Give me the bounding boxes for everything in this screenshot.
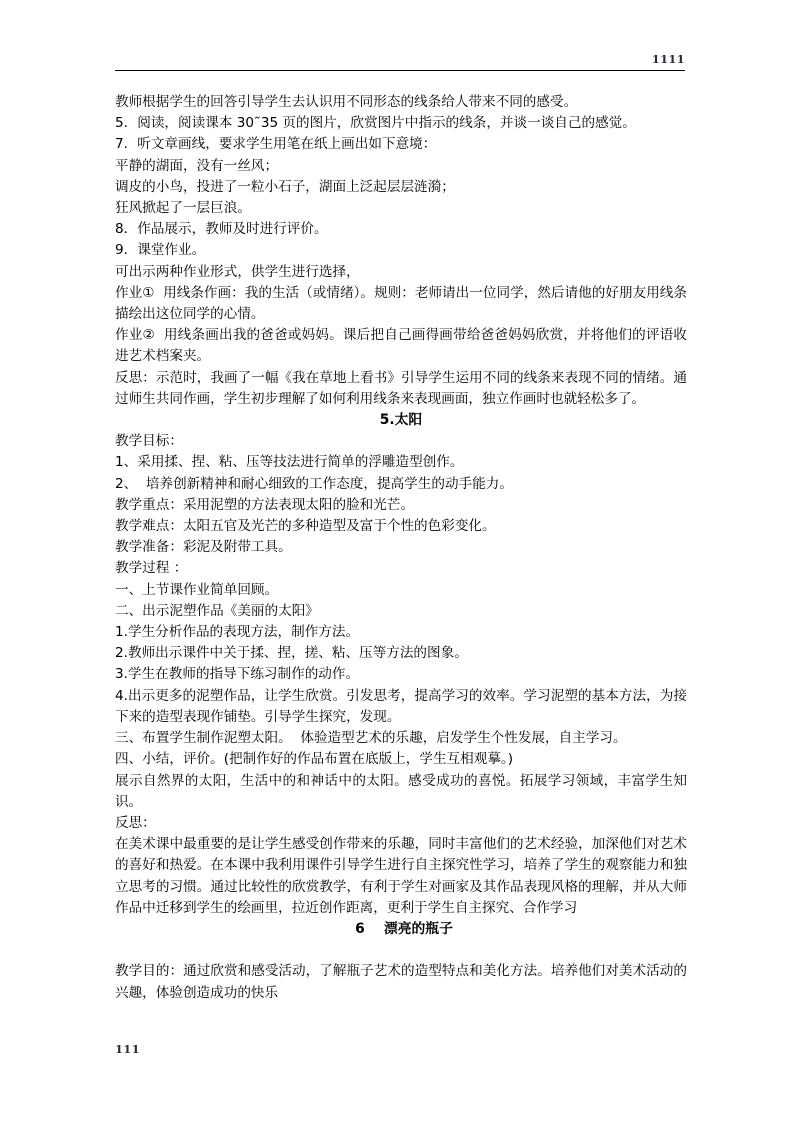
- body-line: 2、 培养创新精神和耐心细致的工作态度，提高学生的动手能力。: [115, 475, 513, 492]
- body-line: 三、布置学生制作泥塑太阳。 体验造型艺术的乐趣，启发学生个性发展，自主学习。: [115, 730, 627, 747]
- body-paragraph: 反思：示范时，我画了一幅《我在草地上看书》引导学生运用不同的线条来表现不同的情绪。通过师生共同作画，学生初步理解了如何利用线条来表现画面，独立作画时也就轻松多了。: [115, 369, 687, 407]
- body-line: 可出示两种作业形式，供学生进行选择，: [115, 263, 360, 280]
- body-line: 狂风掀起了一层巨浪。: [115, 200, 251, 217]
- body-line: 四、小结，评价。(把制作好的作品布置在底版上，学生互相观摹。): [115, 751, 514, 768]
- body-line: 3.学生在教师的指导下练习制作的动作。: [115, 666, 360, 683]
- body-line: 7．听文章画线，要求学生用笔在纸上画出如下意境：: [115, 136, 437, 153]
- body-line: 一、上节课作业简单回顾。: [115, 581, 279, 598]
- body-line: 1.学生分析作品的表现方法，制作方法。: [115, 624, 360, 641]
- body-paragraph: 4.出示更多的泥塑作品，让学生欣赏。引发思考，提高学习的效率。学习泥塑的基本方法，为接下来的造型表现作铺垫。引导学生探究，发现。: [115, 687, 687, 725]
- body-line: 教师根据学生的回答引导学生去认识用不同形态的线条给人带来不同的感受。: [115, 94, 578, 110]
- header-page-number: 1111: [651, 52, 685, 66]
- body-paragraph: 作业② 用线条画出我的爸爸或妈妈。课后把自己画得画带给爸爸妈妈欣赏，并将他们的评语收进艺术档案夹。: [115, 327, 687, 365]
- body-paragraph: 在美术课中最重要的是让学生感受创作带来的乐趣，同时丰富他们的艺术经验，加深他们对艺术的喜好和热爱。在本课中我利用课件引导学生进行自主探究性学习，培养了学生的观察能力和独立思考的习惯。通过比较性的欣赏教学，有利于学生对画家及其作品表现风格的理解，并从大师作品中迁移到学生的绘画里，拉近创作距离，更利于学生自主探究、合作学习: [115, 836, 687, 916]
- body-line: 教学难点：太阳五官及光芒的多种造型及富于个性的色彩变化。: [115, 518, 496, 535]
- body-line: 二、出示泥塑作品《美丽的太阳》: [115, 602, 319, 619]
- body-line: 5．阅读，阅读课本 30˜35 页的图片，欣赏图片中指示的线条，并谈一谈自己的感觉。: [115, 115, 636, 132]
- footer-page-number: 111: [115, 1042, 140, 1056]
- body-line: 调皮的小鸟，投进了一粒小石子，湖面上泛起层层涟漪；: [115, 178, 455, 195]
- section-heading-tai-yang: 5.太阳: [379, 412, 423, 429]
- body-paragraph: 教学目的：通过欣赏和感受活动，了解瓶子艺术的造型特点和美化方法。培养他们对美术活动的兴趣，体验创造成功的快乐: [115, 963, 687, 1001]
- body-line: 教学重点：采用泥塑的方法表现太阳的脸和光芒。: [115, 496, 415, 513]
- body-line: 2.教师出示课件中关于揉、捏，搓、粘、压等方法的图象。: [115, 645, 468, 662]
- document-body: [115, 92, 687, 1004]
- page-header: [115, 52, 685, 76]
- body-line: 8．作品展示，教师及时进行评价。: [115, 221, 328, 238]
- blank-line: [115, 940, 687, 961]
- body-paragraph: 展示自然界的太阳，生活中的和神话中的太阳。感受成功的喜悦。拓展学习领域，丰富学生知识。: [115, 772, 687, 810]
- body-paragraph: 作业① 用线条作画：我的生活（或情绪）。规则：老师请出一位同学，然后请他的好朋友用线条描绘出这位同学的心情。: [115, 284, 687, 323]
- header-rule: [115, 70, 685, 71]
- body-line: 9．课堂作业。: [115, 242, 206, 259]
- body-line: 教学准备：彩泥及附带工具。: [115, 539, 292, 556]
- body-line: 教学目标：: [115, 433, 183, 450]
- body-line: 1、采用揉、捏、粘、压等技法进行简单的浮雕造型创作。: [115, 454, 464, 471]
- page-footer: [115, 1042, 685, 1056]
- section-heading-ping-zi: 6 漂亮的瓶子: [355, 920, 453, 937]
- body-line: 反思：: [115, 814, 156, 831]
- body-line: 平静的湖面，没有一丝风；: [115, 157, 279, 174]
- body-line: 教学过程 ：: [115, 560, 188, 577]
